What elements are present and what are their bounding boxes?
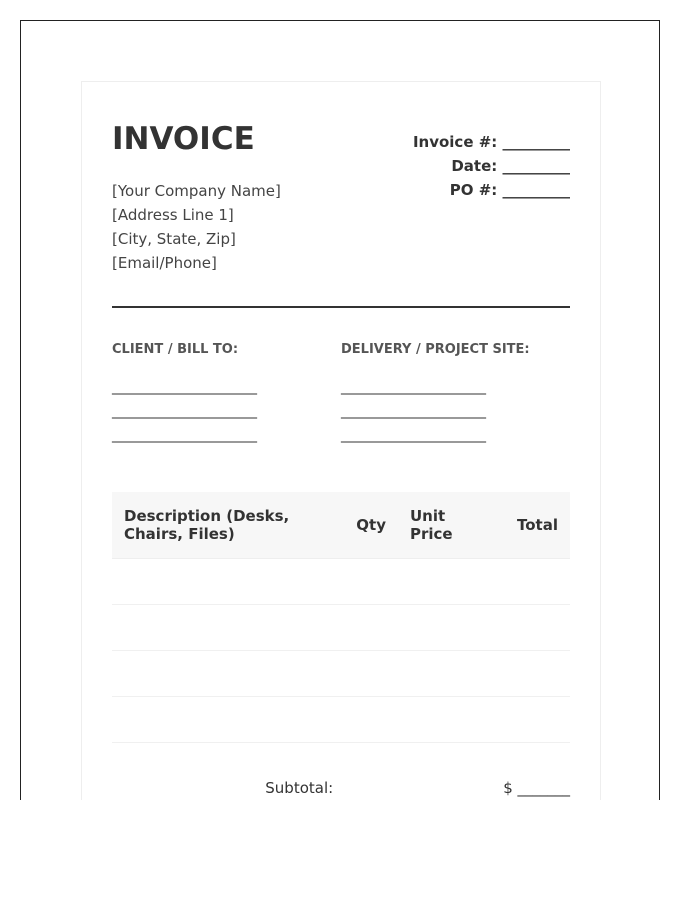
qty-header: Qty	[326, 492, 398, 559]
table-row	[112, 651, 570, 697]
description-header: Description (Desks, Chairs, Files)	[112, 492, 326, 559]
delivery-label: DELIVERY / PROJECT SITE:	[341, 342, 530, 357]
table-row	[112, 605, 570, 651]
client-line-3: ________________________	[112, 427, 256, 443]
line-items-table	[112, 492, 570, 743]
invoice-sheet	[81, 81, 601, 800]
subtotal-label: Subtotal:	[265, 779, 334, 797]
company-address: [Address Line 1]	[112, 206, 234, 224]
company-name: [Your Company Name]	[112, 182, 281, 200]
client-line-2: ________________________	[112, 403, 256, 419]
table-cell	[112, 605, 570, 651]
parties-section	[112, 342, 570, 492]
total-header: Total	[486, 492, 570, 559]
company-contact: [Email/Phone]	[112, 254, 217, 272]
table-cell	[112, 559, 570, 605]
table-cell	[112, 697, 570, 743]
invoice-date-field: Date: _________	[451, 157, 570, 175]
company-city: [City, State, Zip]	[112, 230, 236, 248]
delivery-line-1: ________________________	[341, 379, 485, 395]
company-block	[112, 112, 281, 275]
unit-price-header: Unit Price	[398, 492, 486, 559]
subtotal-row	[112, 779, 570, 797]
client-line-1: ________________________	[112, 379, 256, 395]
table-cell	[112, 651, 570, 697]
po-number-field: PO #: _________	[449, 181, 570, 199]
delivery-line-2: ________________________	[341, 403, 485, 419]
header-divider	[112, 306, 570, 308]
invoice-title: INVOICE	[112, 121, 255, 157]
company-info	[112, 179, 281, 275]
subtotal-value: $ _______	[503, 779, 570, 797]
client-label: CLIENT / BILL TO:	[112, 342, 239, 357]
table-row	[112, 559, 570, 605]
invoice-number-field: Invoice #: _________	[412, 133, 570, 151]
delivery-block	[341, 342, 570, 492]
invoice-header	[112, 112, 570, 302]
table-row	[112, 697, 570, 743]
table-header-row	[112, 492, 570, 559]
client-block	[112, 342, 341, 492]
invoice-meta	[413, 112, 570, 202]
delivery-line-3: ________________________	[341, 427, 485, 443]
document-frame	[20, 20, 660, 800]
